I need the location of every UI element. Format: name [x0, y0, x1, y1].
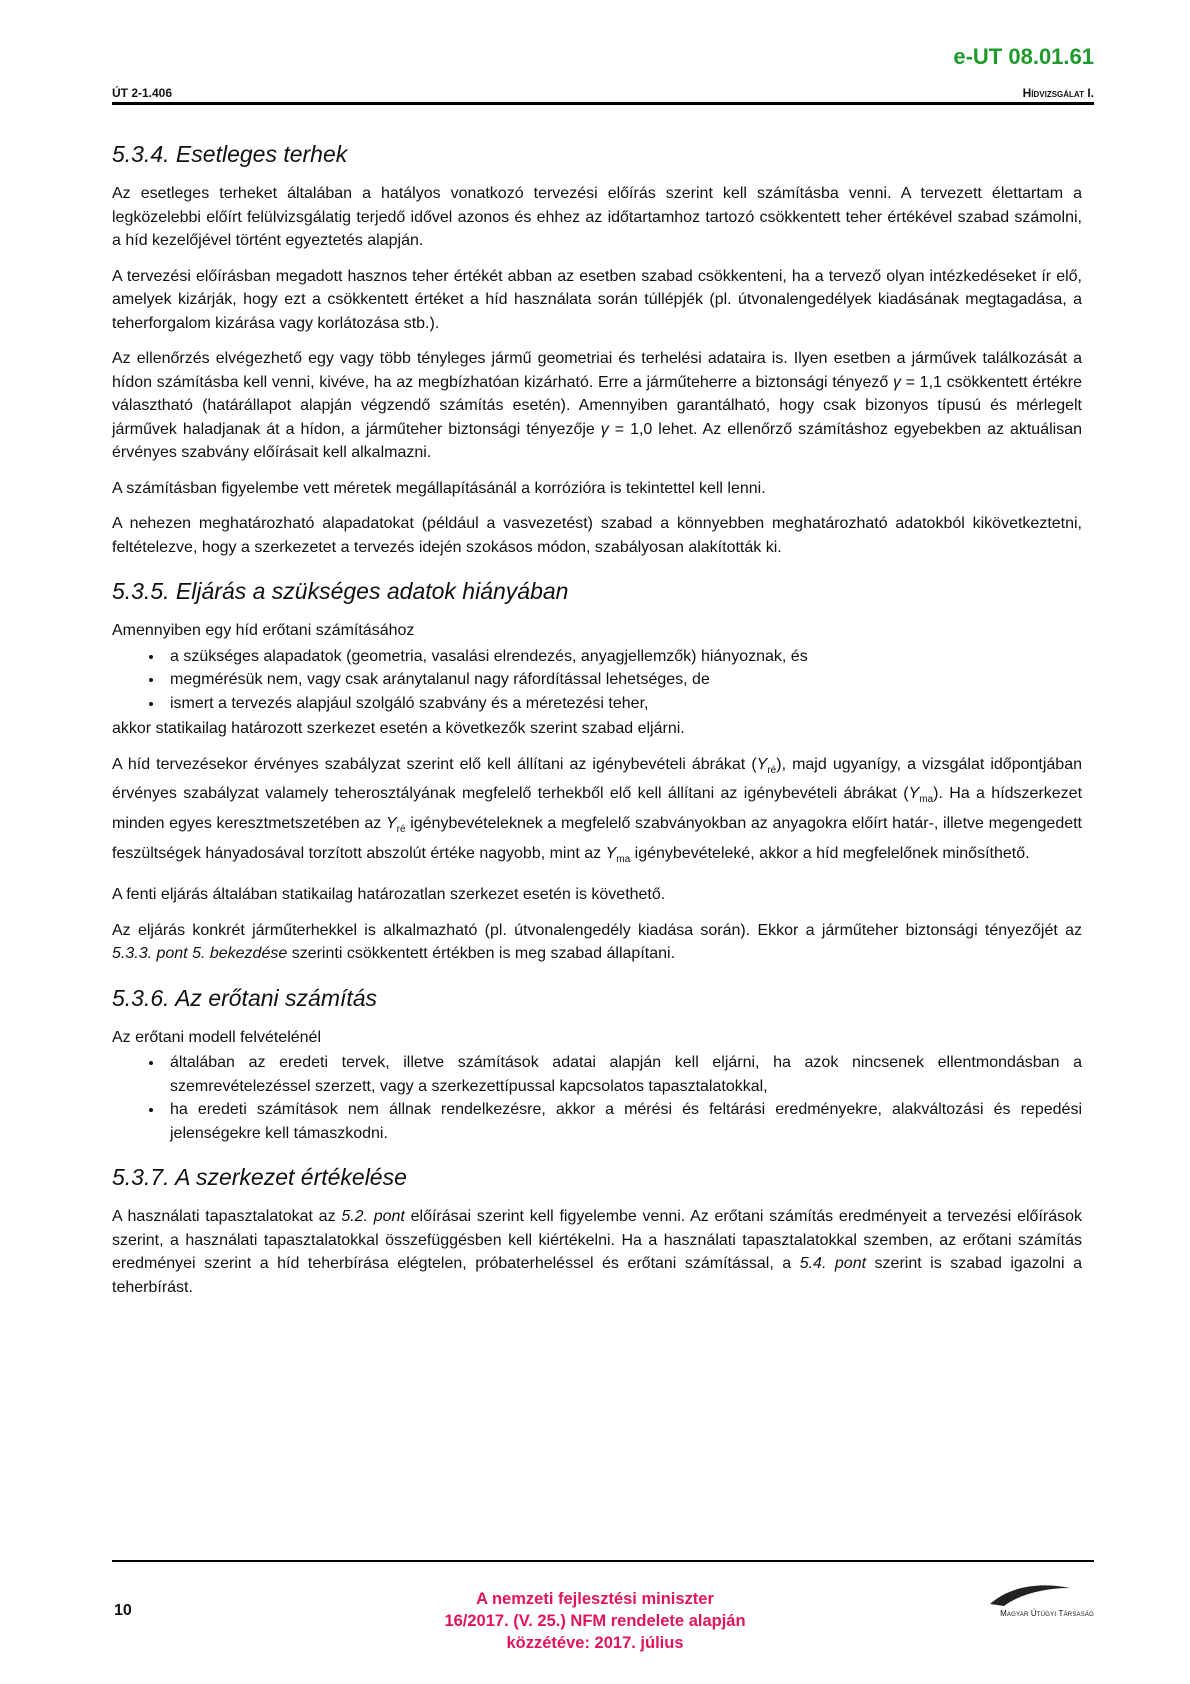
s535-paragraph-4: Az eljárás konkrét járműterhekkel is alkalmazható (pl. útvonalengedély kiadása során). Ekkor a járműteher biztonsági tényezőjét az 5.3.3. pont 5. bekezdése szerinti csökkentett értékben is meg szabad állapítani. — [112, 921, 1082, 963]
publication-note-line-3: közzétéve: 2017. július — [506, 1634, 684, 1652]
section-536-heading: 5.3.6. Az erőtani számítás — [112, 984, 378, 1011]
s534-paragraph-1: Az esetleges terheket általában a hatályos vonatkozó tervezési előírás szerint kell számításba venni. A tervezett élettartam a legközelebbi előírt felülvizsgálatig terjedő idővel azonos és ehhez az időtartamhoz tartozó csökkentett teher értékével szabad számolni, a híd kezelőjével történt egyeztetés alapján. — [112, 185, 1082, 249]
list-item: • ismert a tervezés alapjául szolgáló szabvány és a méretezési teher, — [164, 692, 1082, 716]
s534-paragraph-3: Az ellenőrzés elvégezhető egy vagy több tényleges jármű geometriai és terhelési adataira is. Ilyen esetben a járművek találkozását a hídon számításba kell venni, kivéve, ha az megbízhatóan kizárható. Erre a járműteherre a biztonsági tényező γ = 1,1 csökkentett értékre választható (határállapot alapján végzendő számítás esetén). Amennyiben garantálható, hogy csak bizonyos típusú és mérlegelt járművek haladjanak át a hídon, a járműteher biztonsági tényezője γ = 1,0 lehet. Az ellenőrző számításhoz egyebekben az aktuálisan érvényes szabvány előírásait kell alkalmazni. — [112, 350, 1083, 461]
s535-after-list: akkor statikailag határozott szerkezet esetén a következők szerint szabad eljárni. — [112, 720, 685, 737]
document-code: e-UT 08.01.61 — [953, 44, 1094, 69]
header-rule — [112, 102, 1094, 105]
section-535-heading: 5.3.5. Eljárás a szükséges adatok hiányában — [112, 578, 569, 604]
publication-note-line-1: A nemzeti fejlesztési miniszter — [476, 1590, 714, 1608]
s536-intro: Az erőtani modell felvételénél — [112, 1028, 322, 1046]
s534-paragraph-5: A nehezen meghatározható alapadatokat (például a vasvezetést) szabad a könnyebben meghatározható adatokból kikövetkeztetni, feltételezve, hogy a szerkezetet a tervezés idején szokásos módon, szabályosan alakították ki. — [112, 515, 1082, 556]
header-document-title: Hídvizsgálat I. — [1022, 86, 1094, 100]
society-logo — [920, 1578, 1094, 1618]
page-number: 10 — [114, 1602, 132, 1619]
society-logo-text: Magyar Útügyi Társaság — [1000, 1609, 1094, 1618]
list-item: • ha eredeti számítások nem állnak rendelkezésre, akkor a mérési és feltárási eredményekre, alakváltozási és repedési jelenségekre kell támaszkodni. — [164, 1098, 1082, 1145]
list-item: • általában az eredeti tervek, illetve számítások adatai alapján kell eljárni, ha azok nincsenek ellentmondásban a szemrevételezéssel szerzett, vagy a szerkezettípussal kapcsolatos tapasztalatokkal, — [164, 1051, 1082, 1098]
s535-bullet-list — [112, 645, 1082, 716]
s535-intro: Amennyiben egy híd erőtani számításához — [112, 622, 415, 639]
publication-note-line-2: 16/2017. (V. 25.) NFM rendelete alapján — [444, 1612, 746, 1630]
s535-paragraph-2: A híd tervezésekor érvényes szabályzat szerint elő kell állítani az igénybevételi ábrákat $(Y_{ré})$, majd ugyanígy, a vizsgálat időpontjában érvényes szabályzat valamely teherosztályának megfelelő terhekből elő kell állítani az igénybevételi ábrákat $(Y_{ma})$. Ha a hídszerkezet minden egyes keresztmetszetében az $Y_{ré}$ igénybevételeknek a megfelelő szabványokban az anyagokra előírt határ-, illetve megengedett feszültségek hányadosával torzított abszolút értéke nagyobb, mint az $Y_{ma}$ igénybevételeké, akkor a híd megfelelőnek minősíthető. — [112, 755, 1083, 865]
road-swoosh-icon — [920, 1578, 1094, 1608]
s534-paragraph-4: A számításban figyelembe vett méretek megállapításánál a korrózióra is tekintettel kell lenni. — [112, 479, 766, 497]
s535-paragraph-3: A fenti eljárás általában statikailag határozatlan szerkezet esetén is követhető. — [112, 886, 666, 904]
s536-bullet-list — [112, 1051, 1082, 1145]
list-item: • a szükséges alapadatok (geometria, vasalási elrendezés, anyagjellemzők) hiányoznak, és — [164, 645, 1082, 669]
s534-paragraph-2: A tervezési előírásban megadott hasznos teher értékét abban az esetben szabad csökkenteni, ha a tervező olyan intézkedéseket ír elő, amelyek kizárják, hogy ezt a csökkentett értéket a híd használata során túllépjék (pl. útvonalengedélyek kiadásának megtagadása, a teherforgalom kizárása vagy korlátozása stb.). — [112, 267, 1082, 332]
section-534-heading: 5.3.4. Esetleges terhek — [112, 141, 348, 167]
page-content — [112, 140, 1082, 1311]
section-537-heading: 5.3.7. A szerkezet értékelése — [112, 1164, 407, 1191]
list-item: • megmérésük nem, vagy csak aránytalanul nagy ráfordítással lehetséges, de — [164, 668, 1082, 692]
s537-paragraph-1: A használati tapasztalatokat az 5.2. pont előírásai szerint kell figyelembe venni. Az erőtani számítás eredményeit a tervezési előírások szerint, a használati tapasztalatokkal összefüggésben kell kiértékelni. Ha a használati tapasztalatokkal szemben, az erőtani számítás eredményei szerint a híd teherbírása elégtelen, próbaterheléssel és erőtani számítással, a 5.4. pont szerint is szabad igazolni a teherbírást. — [112, 1208, 1083, 1296]
publication-note — [395, 1588, 795, 1654]
header-standard-code: ÚT 2-1.406 — [112, 86, 173, 100]
footer-rule — [112, 1560, 1094, 1562]
